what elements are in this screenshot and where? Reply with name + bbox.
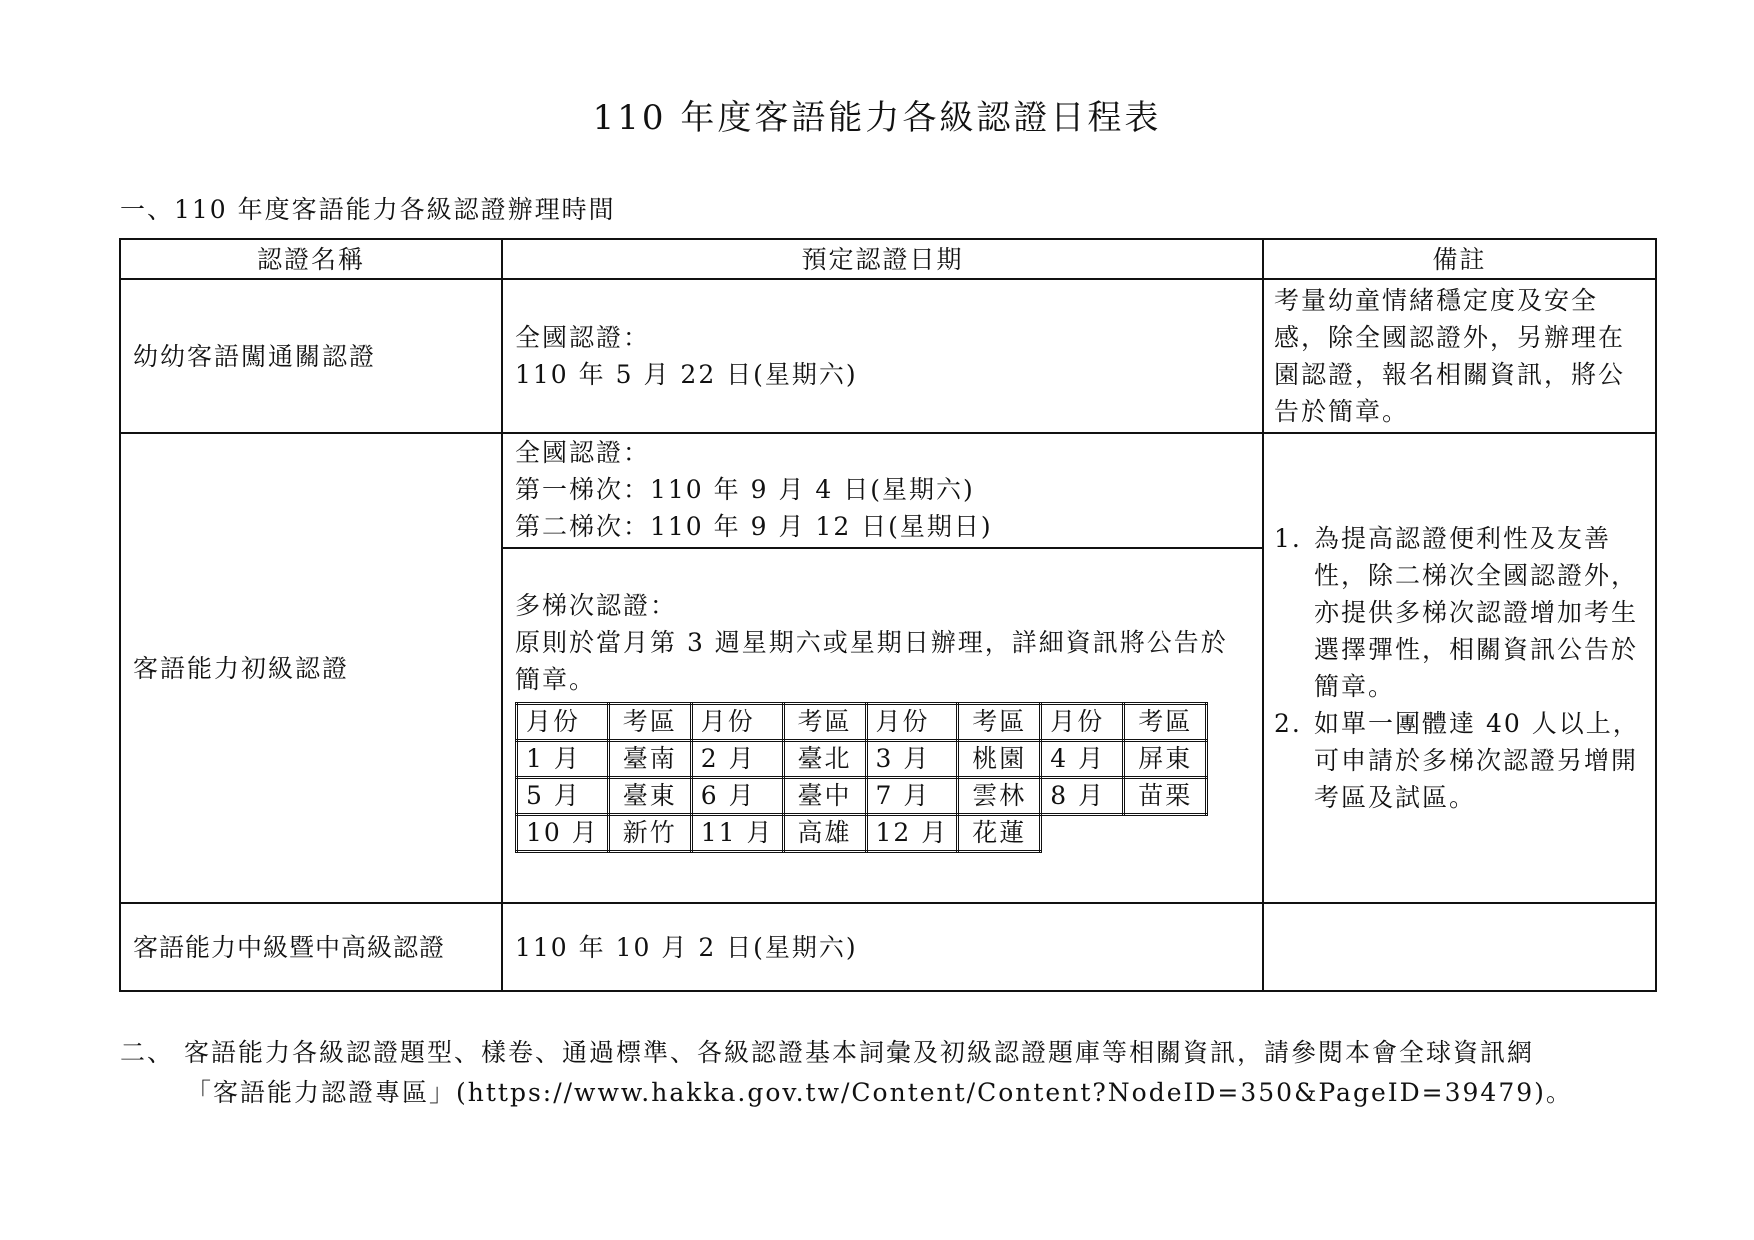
month-cell: 5 月 — [517, 778, 609, 815]
national-cert-block — [503, 434, 1262, 547]
month-cell: 12 月 — [866, 815, 958, 852]
month-cell: 7 月 — [866, 778, 958, 815]
month-cell: 6 月 — [691, 778, 783, 815]
date-intermediate: 110 年 10 月 2 日(星期六) — [502, 903, 1263, 991]
note-kids: 考量幼童情緒穩定度及安全感，除全國認證外，另辦理在園認證，報名相關資訊，將公告於簡章。 — [1263, 279, 1656, 433]
section-heading: 一、110 年度客語能力各級認證辦理時間 — [120, 195, 616, 224]
region-cell: 雲林 — [958, 778, 1041, 815]
table-row-intermediate — [120, 903, 1656, 991]
cert-name-intermediate: 客語能力中級暨中高級認證 — [120, 903, 502, 991]
note-basic-text-1: 為提高認證便利性及友善性，除二梯次全國認證外，亦提供多梯次認證增加考生選擇彈性，相關資訊公告於簡章。 — [1314, 524, 1639, 701]
national-round-2: 第二梯次：110 年 9 月 12 日(星期日) — [515, 512, 993, 541]
month-cell: 10 月 — [517, 815, 609, 852]
month-table-header — [517, 704, 1207, 741]
month-cell: 8 月 — [1041, 778, 1124, 815]
national-round-1: 第一梯次：110 年 9 月 4 日(星期六) — [515, 475, 975, 504]
page-title: 110 年度客語能力各級認證日程表 — [592, 98, 1162, 138]
month-table-row — [517, 778, 1207, 815]
footer-line-1: 二、 客語能力各級認證題型、樣卷、通過標準、各級認證基本詞彙及初級認證題庫等相關資訊，請參閱本會全球資訊網 — [120, 1038, 1534, 1067]
region-cell: 臺東 — [608, 778, 691, 815]
region-cell: 桃園 — [958, 741, 1041, 778]
note-basic-num-2: 2. — [1274, 709, 1302, 738]
region-cell: 苗栗 — [1124, 778, 1207, 815]
header-cert-name: 認證名稱 — [120, 239, 502, 279]
month-header: 月份 — [691, 704, 783, 741]
region-cell: 臺南 — [608, 741, 691, 778]
month-table-row — [517, 741, 1207, 778]
region-cell: 臺中 — [783, 778, 866, 815]
month-cell: 2 月 — [691, 741, 783, 778]
date-kids-value: 110 年 5 月 22 日(星期六) — [515, 360, 858, 389]
note-basic-item-2 — [1274, 705, 1647, 816]
table-row-kids — [120, 279, 1656, 433]
region-cell: 花蓮 — [958, 815, 1041, 852]
note-basic — [1263, 433, 1656, 903]
month-region-table — [515, 702, 1208, 853]
note-intermediate — [1263, 903, 1656, 991]
footer-line-2: 「客語能力認證專區」(https://www.hakka.gov.tw/Content/Content?NodeID=350&PageID=39479)。 — [186, 1078, 1573, 1107]
date-kids — [502, 279, 1263, 433]
date-kids-label: 全國認證： — [515, 323, 651, 352]
multi-cert-desc: 原則於當月第 3 週星期六或星期日辦理，詳細資訊將公告於簡章。 — [515, 628, 1228, 694]
month-cell: 3 月 — [866, 741, 958, 778]
header-date: 預定認證日期 — [502, 239, 1263, 279]
month-cell: 1 月 — [517, 741, 609, 778]
footer-note — [120, 1033, 1660, 1113]
month-cell: 11 月 — [691, 815, 783, 852]
table-row-basic — [120, 433, 1656, 903]
multi-cert-block — [503, 549, 1262, 853]
cert-name-kids: 幼幼客語闖通關認證 — [120, 279, 502, 433]
note-basic-num-1: 1. — [1274, 524, 1302, 553]
national-cert-label: 全國認證： — [515, 438, 651, 467]
region-cell: 高雄 — [783, 815, 866, 852]
table-header-row — [120, 239, 1656, 279]
multi-cert-label: 多梯次認證： — [515, 591, 678, 620]
header-notes: 備註 — [1263, 239, 1656, 279]
region-header: 考區 — [958, 704, 1041, 741]
region-cell: 新竹 — [608, 815, 691, 852]
note-basic-list — [1274, 520, 1647, 816]
region-cell: 臺北 — [783, 741, 866, 778]
region-cell: 屏東 — [1124, 741, 1207, 778]
region-header: 考區 — [608, 704, 691, 741]
note-basic-text-2: 如單一團體達 40 人以上，可申請於多梯次認證另增開考區及試區。 — [1314, 709, 1640, 812]
date-basic — [502, 433, 1263, 903]
month-cell: 4 月 — [1041, 741, 1124, 778]
cert-name-basic: 客語能力初級認證 — [120, 433, 502, 903]
region-header: 考區 — [783, 704, 866, 741]
month-header: 月份 — [866, 704, 958, 741]
month-table-row — [517, 815, 1207, 852]
region-header: 考區 — [1124, 704, 1207, 741]
schedule-table — [119, 238, 1657, 992]
note-basic-item-1 — [1274, 520, 1647, 705]
month-header: 月份 — [517, 704, 609, 741]
month-header: 月份 — [1041, 704, 1124, 741]
